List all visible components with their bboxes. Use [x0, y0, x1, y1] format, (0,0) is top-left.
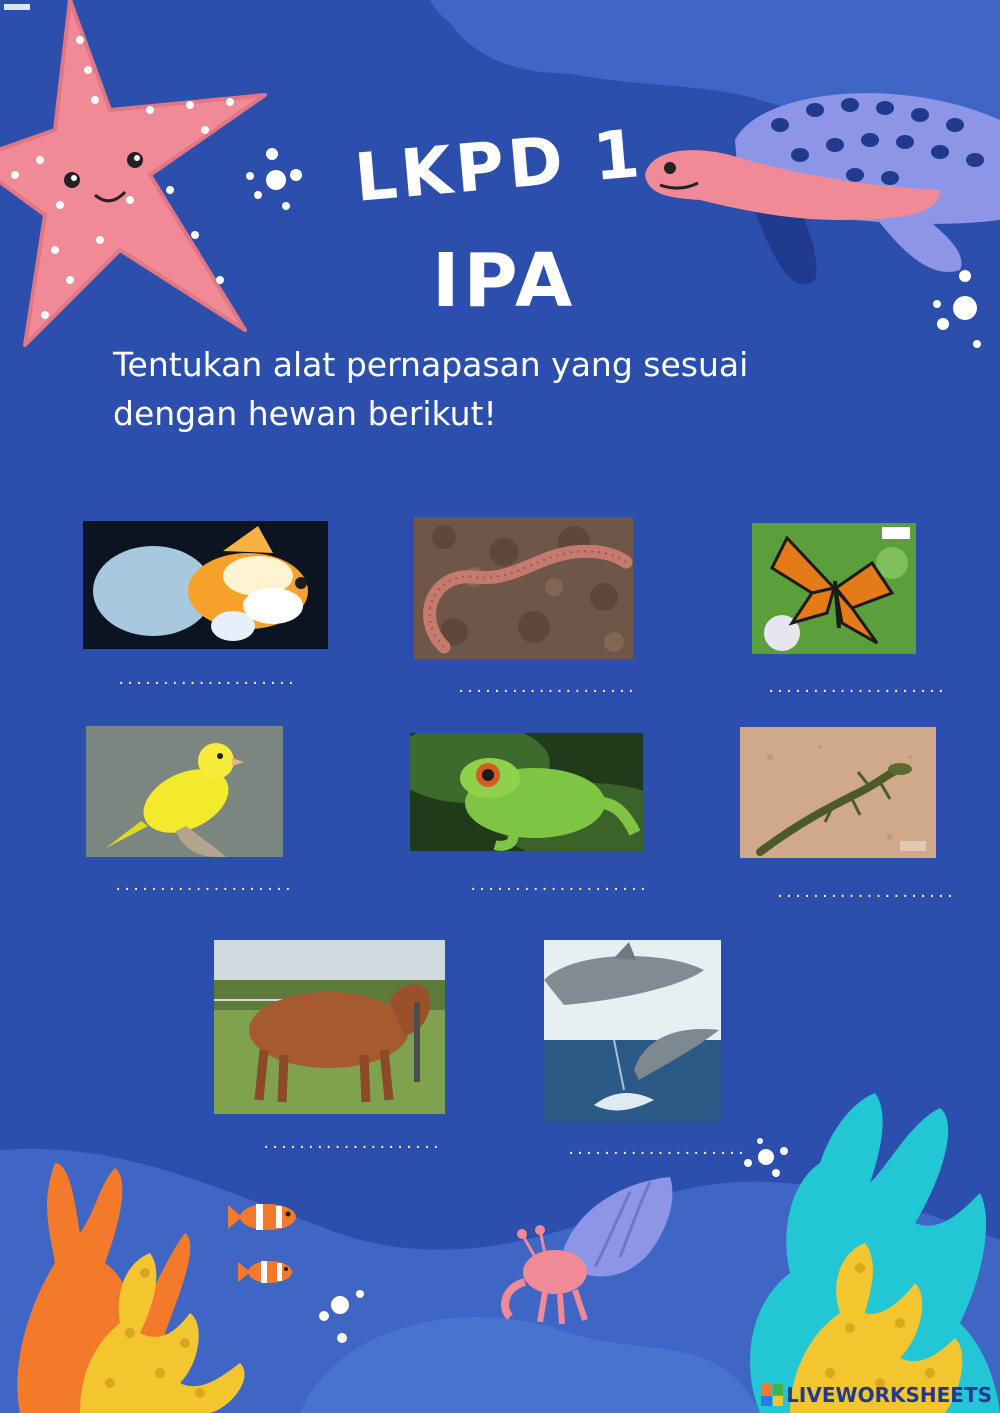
instruction-text: Tentukan alat pernapasan yang sesuai dengan hewan berikut! — [113, 345, 749, 433]
worksheet-subject: IPA — [432, 238, 577, 324]
answer-field-canary[interactable]: .................... — [114, 878, 293, 894]
goldfish-photo — [83, 521, 328, 649]
liveworksheets-branding — [761, 1383, 992, 1407]
worksheet-title: LKPD 1 — [351, 114, 647, 217]
answer-field-dolphin[interactable]: .................... — [567, 1142, 746, 1158]
liveworksheets-logo-icon — [761, 1384, 783, 1406]
butterfly-photo — [752, 523, 916, 654]
coral-right-illustration — [730, 1083, 1000, 1413]
hermit-crab-illustration — [500, 1172, 680, 1332]
answer-field-lizard[interactable]: .................... — [776, 885, 955, 901]
dolphin-photo — [544, 940, 721, 1122]
earthworm-photo — [414, 517, 633, 659]
bubbles-bottom-left — [312, 1280, 372, 1350]
answer-field-butterfly[interactable]: .................... — [767, 680, 946, 696]
corner-mark — [4, 4, 30, 10]
cow-photo — [214, 940, 445, 1114]
answer-field-cow[interactable]: .................... — [262, 1136, 441, 1152]
lizard-photo — [740, 727, 936, 858]
answer-field-frog[interactable]: .................... — [469, 878, 648, 894]
frog-photo — [410, 733, 643, 851]
answer-field-earthworm[interactable]: .................... — [457, 680, 636, 696]
bubbles-decoration-right — [925, 262, 995, 352]
clownfish-illustration — [228, 1195, 308, 1295]
answer-field-goldfish[interactable]: .................... — [117, 672, 296, 688]
liveworksheets-text: LIVEWORKSHEETS — [786, 1383, 992, 1407]
bubbles-decoration — [238, 140, 318, 220]
canary-photo — [86, 726, 283, 857]
